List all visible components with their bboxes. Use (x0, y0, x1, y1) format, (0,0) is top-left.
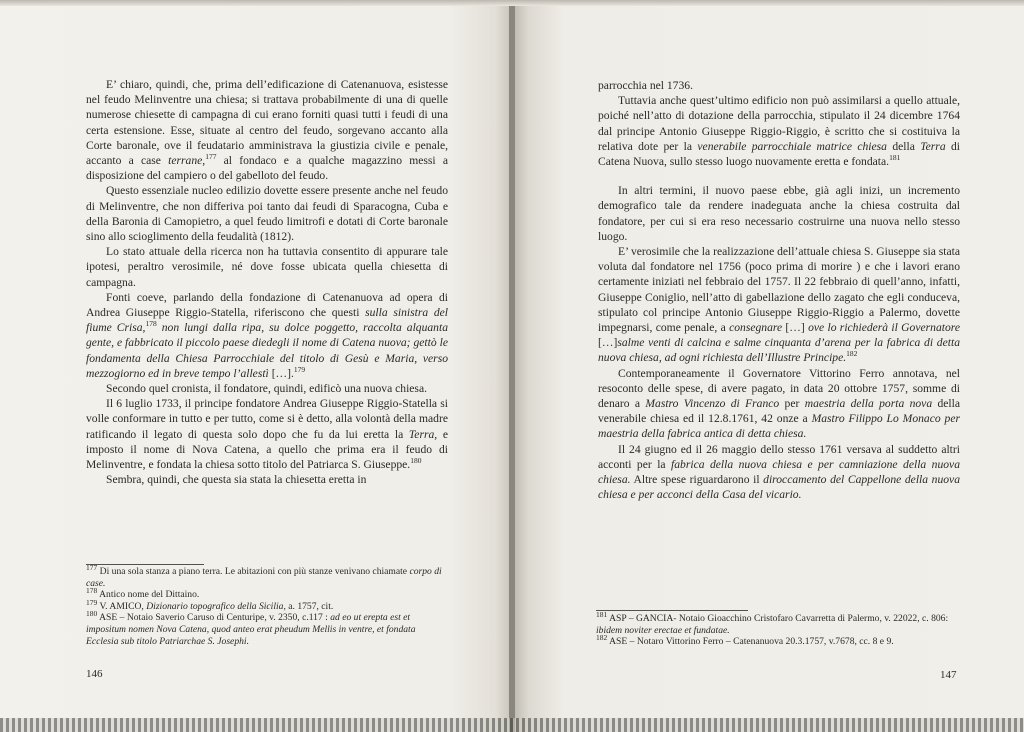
italic-text: venerabile parrocchiale matrice chiesa (697, 139, 887, 153)
footnote-ref: 179 (293, 365, 306, 374)
text-run: al fondaco e a qualche magazzino messi a disposizione del campiero o del gabelloto del feudo. (86, 154, 448, 183)
footnote (86, 609, 448, 647)
italic-text: Terra, (408, 427, 438, 441)
text-run: Contemporaneamente il Governatore Vittorino Ferro annotava, nel resoconto delle spese, di avere pagato, in data 20 ottobre 1757, somme di denaro a (598, 366, 960, 411)
page-top-edge (0, 0, 1024, 6)
book-gutter (509, 0, 515, 732)
italic-text: ibidem noviter erectae et fundatae. (596, 624, 730, 636)
text-run: E’ verosimile che la realizzazione dell’attuale chiesa S. Giuseppe sia stata voluta dal fondatore nel 1756 (poco prima di morire ) e che i lavori erano certamente iniziati nel febbraio del 1757. Il 22 febbraio di quell’anno, infatti, Giuseppe Coniglio, nell’atto di gabellazione dello zagato che egli conduceva, stipulato col principe Antonio Giuseppe Riggio-Riggio a Palermo, dovette impegnarsi, come penale, a (598, 245, 960, 335)
footnote-ref: 181 (889, 153, 901, 163)
footnote (86, 597, 448, 613)
text-run: V. AMICO, (97, 600, 147, 612)
footnote-ref: 182 (596, 633, 608, 642)
footnote (86, 586, 448, 601)
right-page-number: 147 (940, 669, 957, 681)
footnote-ref: 177 (205, 152, 217, 162)
right-footnote-rule (596, 610, 748, 611)
text-run: e imposto il nome di Nova Catena, a quello che prima era il feudo di Melinventre, e fondata la chiesa sotto titolo del Patriarca S. Giuseppe. (86, 427, 448, 472)
text-run: di Catena Nuova, sullo stesso luogo nuovamente eretta e fondata. (598, 139, 961, 169)
text-run: ASP – GANCIA- Notaio Gioacchino Cristofaro Cavarretta di Palermo, v. 22022, c. 806: (607, 613, 949, 624)
italic-text: Terra (920, 139, 946, 153)
text-run: Sembra, quindi, che questa sia stata la chiesetta eretta in (106, 473, 367, 487)
text-run: Questo essenziale nucleo edilizio dovette essere presente anche nel feudo di Melinventre, che non differiva poi tanto dai feudi di Sparacogna, Cuba e della Baronia di Camopietro, a quel feudo limitrofi e dotati di Corte baronale sino allo scioglimento della feudalità (1812). (86, 184, 448, 244)
footnote (596, 609, 960, 636)
italic-text: diroccamento del Cappellone della nuova chiesa e per acconci della Casa del vicario. (598, 473, 961, 502)
paragraph (598, 183, 960, 244)
footnote-ref: 181 (596, 609, 608, 619)
italic-text: terrane, (168, 154, 206, 168)
right-body-text (598, 78, 960, 502)
text-run: Secondo quel cronista, il fondatore, quindi, edificò una nuova chiesa. (106, 382, 427, 396)
text-run: Il 24 giugno ed il 26 maggio dello stesso 1761 versava al suddetto altri acconti per la (598, 442, 960, 471)
footnote-ref: 178 (86, 586, 98, 595)
paragraph (598, 442, 960, 503)
paragraph (598, 366, 960, 442)
paragraph (86, 381, 448, 396)
paragraph (86, 472, 448, 487)
footnote-ref: 177 (86, 562, 98, 572)
italic-text: Mastro Vincenzo di Franco (645, 397, 780, 411)
footnote (596, 633, 960, 648)
italic-text: maestria della porta nova (804, 397, 933, 411)
text-run: Altre spese riguardarono il (630, 473, 764, 487)
text-run: […] (598, 336, 618, 350)
paragraph (598, 78, 960, 93)
paragraph (598, 93, 960, 169)
text-run: In altri termini, il nuovo paese ebbe, già agli inizi, un incremento demografico tale da rendere inadeguata anche la chiesa costruita dal fondatore, per cui si era reso necessario costruirne una nuova nello stesso luogo. (598, 184, 960, 243)
text-run: Il 6 luglio 1733, il principe fondatore Andrea Giuseppe Riggio-Statella si volle conformare in tutto e per tutto, come si è detto, alla volontà della madre ratificando il legato di questa solo dopo che fu da lui eretta la (86, 397, 448, 441)
page-bottom-edge (0, 718, 1024, 732)
paragraph (598, 244, 960, 366)
italic-text: Dizionario topografico della Sicilia, (146, 600, 286, 612)
footnote-ref: 182 (846, 349, 858, 359)
text-run: ASE – Notaro Vittorino Ferro – Catenanuova 20.3.1757, v.7678, cc. 8 e 9. (607, 636, 894, 648)
italic-text: corpo di case. (86, 566, 442, 589)
paragraph (86, 77, 448, 183)
text-run: Tuttavia anche quest’ultimo edificio non può assimilarsi a quello attuale, poiché nell’atto di dotazione della parrocchia, stipulato il 24 dicembre 1764 dal principe Antonio Giuseppe Riggio-Riggio, è scritto che si costituiva la relativa dote per la (598, 94, 960, 153)
paragraph (86, 244, 448, 290)
footnote (86, 562, 448, 589)
italic-text: sulla sinistra del fiume Crisa, (86, 306, 448, 335)
left-page-number: 146 (86, 668, 103, 680)
footnote-ref: 180 (410, 456, 422, 466)
text-run: della (886, 139, 921, 153)
footnote-ref: 180 (86, 609, 98, 619)
text-run: della venerabile chiesa ed il 12.8.1761, 42 onze a (598, 397, 960, 426)
text-run: […]. (268, 366, 294, 380)
text-run: […] (782, 321, 809, 335)
paragraph (86, 183, 448, 244)
text-run: E’ chiaro, quindi, che, prima dell’edificazione di Catenanuova, esistesse nel feudo Melinventre una chiesa; si trattava probabilmente di una di quelle numerose chiesette di campagna di cui erano forniti quasi tutti i feudi di una certa estensione. Esse, situate al centro del feudo, sorgevano accanto alla Corte baronale, ove il feudatario amministrava la giustizia civile e penale, accanto a case (86, 78, 448, 168)
text-run: Antico nome del Dittaino. (97, 589, 200, 601)
text-run: per (779, 397, 805, 411)
italic-text: consegnare (729, 321, 783, 335)
paragraph (86, 396, 448, 472)
text-run: ASE – Notaio Saverio Caruso di Centuripe, v. 2350, c.117 : (97, 612, 331, 624)
text-run: Fonti coeve, parlando della fondazione di Catenanuova ad opera di Andrea Giuseppe Riggio-Statella, riferiscono che questi (86, 290, 448, 320)
italic-text: ove lo richiederà il Governatore (808, 321, 960, 335)
text-run: Lo stato attuale della ricerca non ha tuttavia consentito di appurare tale ipotesi, peraltro verosimile, né dove fosse ubicata quella chiesetta di campagna. (86, 245, 448, 289)
italic-text: non lungi dalla ripa, su dolce poggetto, raccolta alquanta gente, e fabbricato il piccolo paese diedegli il nome di Catena nuova; gettò le fondamenta della Chiesa Parrocchiale del titolo di Gesù e Maria, verso mezzogiorno ed in breve tempo l’allestì (86, 321, 448, 380)
left-footnotes (86, 562, 448, 647)
footnote-ref: 178 (145, 319, 157, 329)
footnote-ref: 179 (86, 597, 98, 607)
text-run: Di una sola stanza a piano terra. Le abitazioni con più stanze venivano chiamate (97, 566, 410, 577)
italic-text: salme venti di calcina e salme cinquanta d’arena per la fabrica di detta nuova chiesa, ad ogni richiesta dell’Illustre Principe. (598, 336, 960, 365)
text-run: a. 1757, cit. (285, 600, 334, 612)
italic-text: fabrica della nuova chiesa e per camniazione della nuova chiesa. (598, 457, 961, 487)
italic-text: Mastro Filippo Lo Monaco per maestria della fabrica antica di detta chiesa. (598, 412, 960, 441)
text-run: parrocchia nel 1736. (598, 79, 693, 92)
paragraph (86, 290, 448, 381)
left-body-text (86, 77, 448, 487)
right-footnotes (596, 609, 960, 648)
left-footnote-rule (86, 564, 204, 565)
italic-text: ad eo ut erepta est et impositum nomen Nova Catena, quod anteo erat pheudum Mellis in ventre, et fondata Ecclesia sub titolo Patriarchae S. Josephi. (86, 612, 416, 647)
